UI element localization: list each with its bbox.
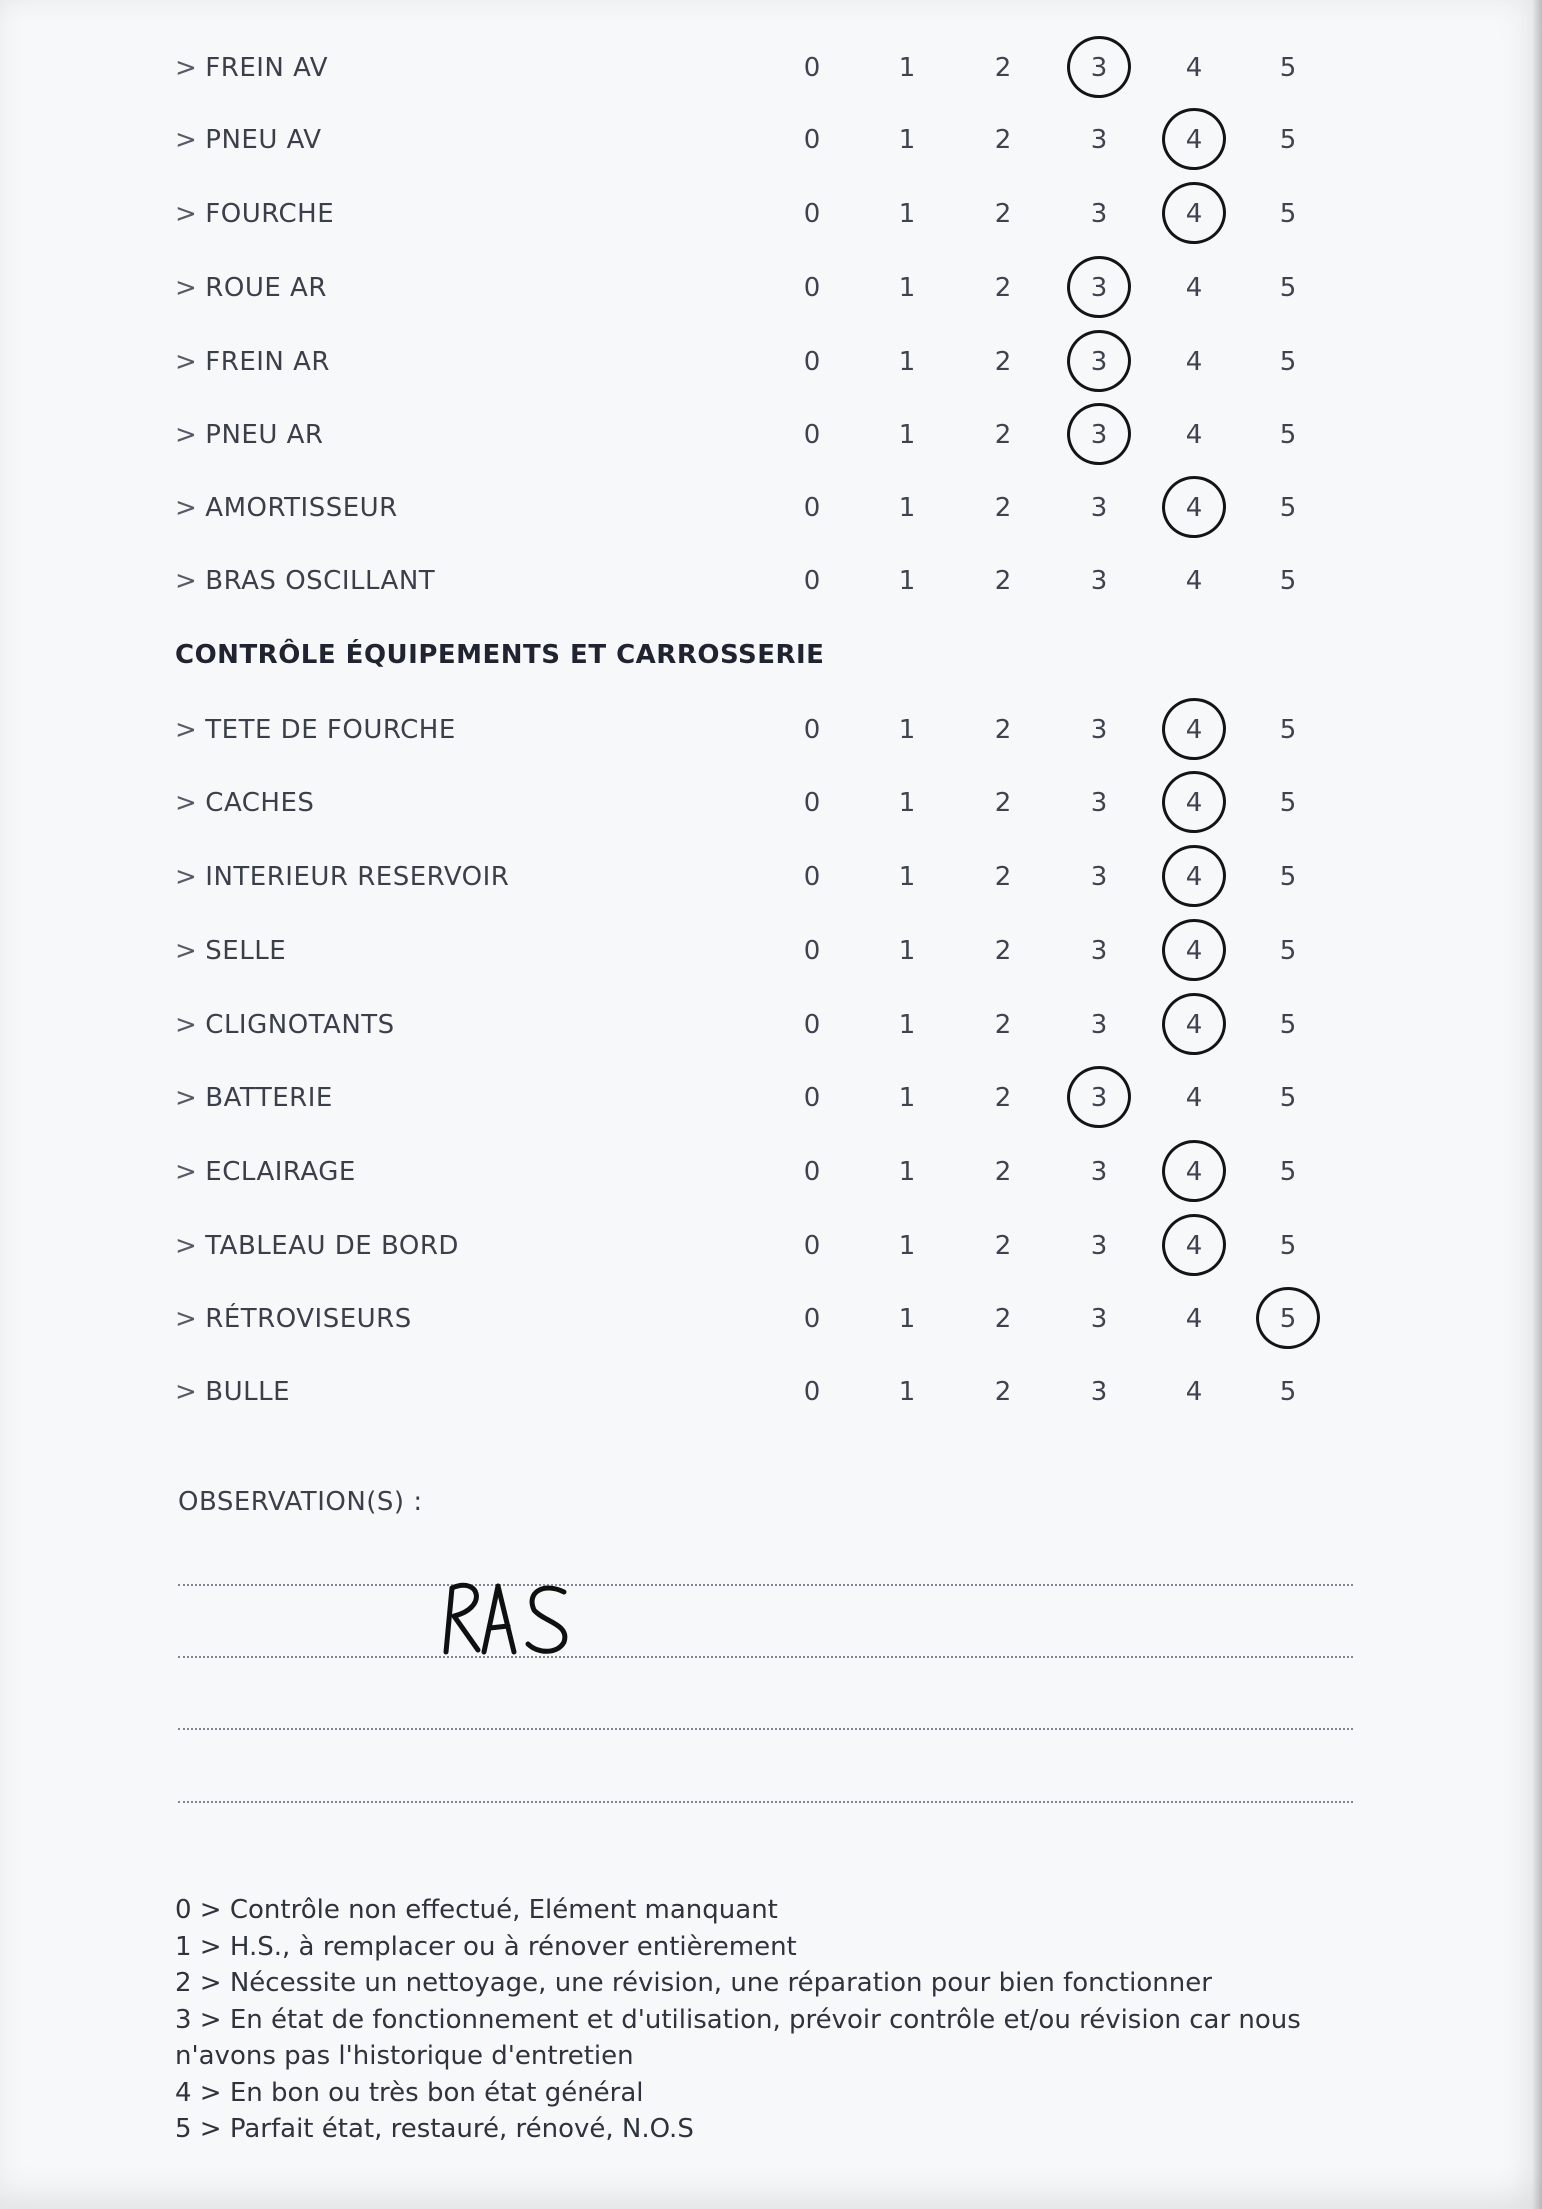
chevron-right-icon: > (175, 199, 198, 229)
score-option-selected[interactable]: 4 (1164, 921, 1224, 981)
observation-line-3[interactable] (178, 1728, 1353, 1730)
chevron-right-icon: > (175, 1231, 198, 1261)
row-label-text: CACHES (205, 788, 315, 818)
score-option-selected[interactable]: 4 (1164, 184, 1224, 244)
observation-line-4[interactable] (178, 1801, 1353, 1803)
chevron-right-icon: > (175, 125, 198, 155)
row-label (175, 110, 322, 170)
score-option[interactable]: 3 (1090, 125, 1108, 155)
score-option[interactable]: 4 (1185, 347, 1203, 377)
score-option[interactable]: 3 (1090, 936, 1108, 966)
score-option[interactable]: 2 (994, 936, 1012, 966)
score-option[interactable]: 1 (898, 347, 916, 377)
score-option[interactable]: 4 (1185, 1083, 1203, 1113)
row-label (175, 773, 314, 833)
score-option[interactable]: 3 (1090, 1157, 1108, 1187)
score-option[interactable]: 2 (994, 493, 1012, 523)
rating-legend (175, 1892, 1375, 2148)
chevron-right-icon: > (175, 1010, 198, 1040)
score-option[interactable]: 5 (1279, 1231, 1297, 1261)
score-option[interactable]: 0 (803, 1231, 821, 1261)
score-option-selected[interactable]: 3 (1069, 38, 1129, 98)
row-label (175, 184, 334, 244)
score-option[interactable]: 0 (803, 1010, 821, 1040)
checklist-row (0, 332, 1542, 392)
score-option[interactable]: 0 (803, 788, 821, 818)
section-heading: CONTRÔLE ÉQUIPEMENTS ET CARROSSERIE (175, 640, 825, 670)
row-label (175, 1289, 412, 1349)
legend-item: 2 > Nécessite un nettoyage, une révision, une réparation pour bien fonctionner (175, 1968, 1212, 1998)
row-label-text: RÉTROVISEURS (205, 1304, 412, 1334)
checklist-row (0, 1142, 1542, 1202)
score-option[interactable]: 5 (1279, 125, 1297, 155)
checklist-row (0, 700, 1542, 760)
handwritten-ras (440, 1570, 580, 1660)
score-option[interactable]: 3 (1090, 1304, 1108, 1334)
score-option[interactable]: 5 (1279, 788, 1297, 818)
score-option[interactable]: 2 (994, 1231, 1012, 1261)
score-option-selected[interactable]: 4 (1164, 847, 1224, 907)
score-option[interactable]: 1 (898, 1157, 916, 1187)
score-option[interactable]: 0 (803, 1377, 821, 1407)
score-option[interactable]: 5 (1279, 1083, 1297, 1113)
score-option-selected[interactable]: 3 (1069, 1068, 1129, 1128)
observation-line-1[interactable] (178, 1584, 1353, 1586)
score-option[interactable]: 3 (1090, 862, 1108, 892)
score-option[interactable]: 5 (1279, 936, 1297, 966)
row-label (175, 258, 327, 318)
row-label (175, 478, 398, 538)
observation-line-2[interactable] (178, 1656, 1353, 1658)
score-option-selected[interactable]: 3 (1069, 258, 1129, 318)
row-label (175, 995, 395, 1055)
score-option[interactable]: 2 (994, 199, 1012, 229)
row-label (175, 921, 286, 981)
score-option[interactable]: 1 (898, 1377, 916, 1407)
checklist-row (0, 38, 1542, 98)
chevron-right-icon: > (175, 53, 198, 83)
score-option[interactable]: 2 (994, 1010, 1012, 1040)
score-option[interactable]: 1 (898, 1304, 916, 1334)
score-option[interactable]: 5 (1279, 1010, 1297, 1040)
legend-item: 0 > Contrôle non effectué, Elément manquant (175, 1895, 778, 1925)
score-option[interactable]: 2 (994, 715, 1012, 745)
score-option[interactable]: 4 (1185, 420, 1203, 450)
score-option[interactable]: 0 (803, 420, 821, 450)
row-label-text: CLIGNOTANTS (205, 1010, 395, 1040)
chevron-right-icon: > (175, 715, 198, 745)
score-option[interactable]: 4 (1185, 53, 1203, 83)
row-label-text: BATTERIE (205, 1083, 333, 1113)
chevron-right-icon: > (175, 936, 198, 966)
score-option[interactable]: 1 (898, 1010, 916, 1040)
chevron-right-icon: > (175, 788, 198, 818)
score-option[interactable]: 4 (1185, 1304, 1203, 1334)
score-option[interactable]: 2 (994, 862, 1012, 892)
score-option[interactable]: 2 (994, 420, 1012, 450)
score-option[interactable]: 1 (898, 566, 916, 596)
checklist-row (0, 110, 1542, 170)
observations-label: OBSERVATION(S) : (178, 1487, 423, 1517)
row-label (175, 700, 456, 760)
score-option-selected[interactable]: 4 (1164, 700, 1224, 760)
score-option[interactable]: 0 (803, 125, 821, 155)
score-option[interactable]: 1 (898, 1231, 916, 1261)
score-option-selected[interactable]: 4 (1164, 110, 1224, 170)
checklist-row (0, 184, 1542, 244)
score-option[interactable]: 4 (1185, 566, 1203, 596)
checklist-row (0, 1068, 1542, 1128)
score-option[interactable]: 0 (803, 347, 821, 377)
row-label-text: BRAS OSCILLANT (205, 566, 436, 596)
score-option[interactable]: 5 (1279, 53, 1297, 83)
row-label (175, 551, 435, 611)
checklist-row (0, 258, 1542, 318)
score-option-selected[interactable]: 5 (1258, 1289, 1318, 1349)
score-option[interactable]: 2 (994, 1304, 1012, 1334)
legend-item: 5 > Parfait état, restauré, rénové, N.O.S (175, 2114, 694, 2144)
score-option[interactable]: 2 (994, 566, 1012, 596)
score-option[interactable]: 0 (803, 566, 821, 596)
checklist-row (0, 1362, 1542, 1422)
score-option[interactable]: 5 (1279, 493, 1297, 523)
checklist-row (0, 405, 1542, 465)
score-option[interactable]: 3 (1090, 1377, 1108, 1407)
score-option[interactable]: 3 (1090, 715, 1108, 745)
row-label-text: TETE DE FOURCHE (205, 715, 456, 745)
score-option[interactable]: 1 (898, 199, 916, 229)
chevron-right-icon: > (175, 566, 198, 596)
score-option[interactable]: 5 (1279, 1157, 1297, 1187)
row-label-text: INTERIEUR RESERVOIR (205, 862, 510, 892)
row-label-text: FREIN AR (205, 347, 330, 377)
score-option[interactable]: 1 (898, 1083, 916, 1113)
score-option[interactable]: 1 (898, 420, 916, 450)
checklist-row (0, 995, 1542, 1055)
score-option[interactable]: 1 (898, 273, 916, 303)
score-option-selected[interactable]: 4 (1164, 773, 1224, 833)
row-label-text: ROUE AR (205, 273, 327, 303)
checklist-row (0, 1289, 1542, 1349)
chevron-right-icon: > (175, 1157, 198, 1187)
score-option[interactable]: 5 (1279, 420, 1297, 450)
score-option[interactable]: 2 (994, 125, 1012, 155)
checklist-row (0, 478, 1542, 538)
score-option[interactable]: 5 (1279, 862, 1297, 892)
score-option-selected[interactable]: 3 (1069, 405, 1129, 465)
score-option[interactable]: 1 (898, 788, 916, 818)
score-option[interactable]: 5 (1279, 715, 1297, 745)
score-option[interactable]: 0 (803, 862, 821, 892)
row-label (175, 405, 324, 465)
score-option[interactable]: 1 (898, 125, 916, 155)
row-label-text: SELLE (205, 936, 287, 966)
score-option[interactable]: 5 (1279, 1377, 1297, 1407)
row-label (175, 1142, 356, 1202)
chevron-right-icon: > (175, 273, 198, 303)
row-label-text: PNEU AR (205, 420, 324, 450)
row-label-text: FOURCHE (205, 199, 335, 229)
score-option[interactable]: 5 (1279, 566, 1297, 596)
score-option[interactable]: 1 (898, 493, 916, 523)
score-option[interactable]: 2 (994, 1083, 1012, 1113)
score-option[interactable]: 0 (803, 715, 821, 745)
score-option[interactable]: 4 (1185, 273, 1203, 303)
legend-item: 4 > En bon ou très bon état général (175, 2077, 644, 2108)
row-label (175, 1068, 333, 1128)
score-option-selected[interactable]: 3 (1069, 332, 1129, 392)
row-label-text: PNEU AV (205, 125, 322, 155)
score-option-selected[interactable]: 4 (1164, 1216, 1224, 1276)
row-label-text: ECLAIRAGE (205, 1157, 356, 1187)
score-option-selected[interactable]: 4 (1164, 995, 1224, 1055)
row-label-text: TABLEAU DE BORD (205, 1231, 459, 1261)
row-label (175, 332, 330, 392)
chevron-right-icon: > (175, 1083, 198, 1113)
score-option[interactable]: 2 (994, 53, 1012, 83)
score-option[interactable]: 1 (898, 715, 916, 745)
score-option-selected[interactable]: 4 (1164, 478, 1224, 538)
score-option[interactable]: 0 (803, 53, 821, 83)
row-label (175, 38, 328, 98)
score-option[interactable]: 3 (1090, 1010, 1108, 1040)
chevron-right-icon: > (175, 347, 198, 377)
legend-item: 3 > En état de fonctionnement et d'utilisation, prévoir contrôle et/ou révision car nous n'avons pas l'historique d'entretien (175, 2004, 1301, 2071)
score-option[interactable]: 2 (994, 1157, 1012, 1187)
score-option[interactable]: 0 (803, 1083, 821, 1113)
score-option[interactable]: 0 (803, 273, 821, 303)
score-option[interactable]: 2 (994, 788, 1012, 818)
score-option[interactable]: 3 (1090, 788, 1108, 818)
checklist-row (0, 847, 1542, 907)
score-option[interactable]: 5 (1279, 199, 1297, 229)
row-label-text: BULLE (205, 1377, 291, 1407)
score-option[interactable]: 5 (1279, 347, 1297, 377)
chevron-right-icon: > (175, 1304, 198, 1334)
checklist-row (0, 773, 1542, 833)
row-label-text: AMORTISSEUR (205, 493, 398, 523)
score-option[interactable]: 3 (1090, 493, 1108, 523)
row-label (175, 1362, 290, 1422)
score-option[interactable]: 0 (803, 199, 821, 229)
score-option[interactable]: 4 (1185, 1377, 1203, 1407)
chevron-right-icon: > (175, 862, 198, 892)
score-option[interactable]: 5 (1279, 273, 1297, 303)
chevron-right-icon: > (175, 493, 198, 523)
score-option[interactable]: 2 (994, 273, 1012, 303)
score-option[interactable]: 0 (803, 936, 821, 966)
checklist-row (0, 921, 1542, 981)
score-option[interactable]: 1 (898, 862, 916, 892)
checklist-row (0, 551, 1542, 611)
score-option[interactable]: 1 (898, 53, 916, 83)
row-label-text: FREIN AV (205, 53, 329, 83)
score-option[interactable]: 0 (803, 493, 821, 523)
score-option[interactable]: 3 (1090, 199, 1108, 229)
score-option[interactable]: 0 (803, 1157, 821, 1187)
score-option[interactable]: 3 (1090, 566, 1108, 596)
score-option[interactable]: 2 (994, 1377, 1012, 1407)
score-option[interactable]: 1 (898, 936, 916, 966)
chevron-right-icon: > (175, 420, 198, 450)
legend-item: 1 > H.S., à remplacer ou à rénover entièrement (175, 1931, 797, 1962)
score-option-selected[interactable]: 4 (1164, 1142, 1224, 1202)
score-option[interactable]: 2 (994, 347, 1012, 377)
checklist-row (0, 1216, 1542, 1276)
row-label (175, 1216, 459, 1276)
score-option[interactable]: 0 (803, 1304, 821, 1334)
chevron-right-icon: > (175, 1377, 198, 1407)
row-label (175, 847, 509, 907)
score-option[interactable]: 3 (1090, 1231, 1108, 1261)
